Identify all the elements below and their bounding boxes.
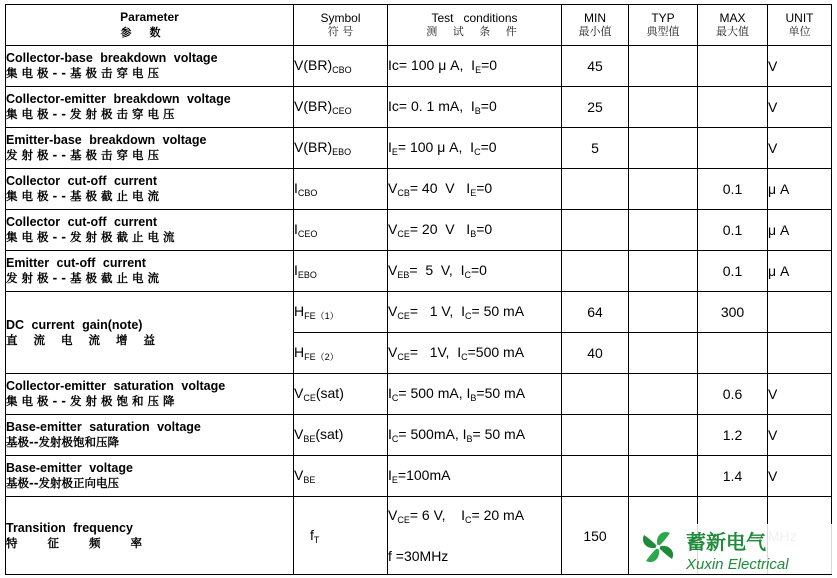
typ-value [629, 169, 698, 210]
min-value: 5 [562, 128, 629, 169]
max-value: 300 [698, 292, 768, 333]
min-value [562, 251, 629, 292]
param-zh: 发射极--基极截止电流 [6, 271, 164, 285]
symbol-main: H [294, 343, 305, 360]
header-max-en: MAX [719, 11, 746, 25]
param-zh: 基极--发射极饱和压降 [6, 435, 120, 449]
cond-line: f =30MHz [388, 548, 449, 564]
max-value [698, 87, 768, 128]
table-row [6, 169, 832, 210]
table-row [6, 128, 832, 169]
typ-value [629, 333, 698, 374]
cond-text: = 20 V I [409, 221, 471, 237]
conditions-cell [388, 210, 562, 251]
cond-text: = 6 V, I [409, 507, 465, 523]
max-value: 0.1 [698, 210, 768, 251]
conditions-cell [388, 292, 562, 333]
cond-sub: B [466, 434, 473, 444]
table-row [6, 87, 832, 128]
unit-value: μ A [768, 210, 832, 251]
cond-text: V [388, 221, 398, 237]
param-cell [6, 497, 294, 575]
param-en: Collector-base breakdown voltage [6, 51, 218, 65]
symbol-main: I [294, 262, 298, 278]
header-symbol-en: Symbol [320, 11, 361, 25]
param-en: Base-emitter voltage [6, 461, 133, 475]
param-en: Collector cut-off current [6, 174, 158, 188]
conditions-cell [388, 415, 562, 456]
cond-text: V [388, 344, 398, 360]
conditions-cell [388, 497, 562, 575]
max-value [698, 128, 768, 169]
symbol-cell [294, 292, 388, 333]
unit-value: V [768, 374, 832, 415]
cond-sub: EB [397, 270, 410, 280]
header-conditions [388, 5, 562, 46]
max-value: 0.1 [698, 169, 768, 210]
param-en: DC current gain(note) [6, 317, 143, 332]
symbol-sub: EBO [297, 270, 317, 280]
param-zh: 集电极--基极击穿电压 [6, 66, 164, 80]
symbol-sub: CBO [297, 188, 318, 198]
header-cond-en: Test conditions [431, 11, 518, 25]
param-zh: 集电极--基极截止电流 [6, 189, 164, 203]
cond-text: V [388, 303, 398, 319]
unit-value [768, 333, 832, 374]
symbol-sub: CBO [332, 65, 352, 75]
cond-text: =0 [471, 262, 487, 278]
header-min-zh: 最小值 [578, 25, 612, 38]
max-value [698, 46, 768, 87]
symbol-cell [294, 497, 388, 575]
header-param-zh: 参数 [120, 26, 179, 39]
min-value: 150 [562, 497, 629, 575]
max-value [698, 333, 768, 374]
min-value: 45 [562, 46, 629, 87]
symbol-sub: CEO [297, 229, 318, 239]
logo-en: Xuxin Electrical [686, 556, 789, 573]
cond-text: = 500 mA, I [398, 385, 471, 401]
typ-value [629, 456, 698, 497]
symbol-sub: CEO [332, 106, 352, 116]
cond-text: =0 [476, 180, 493, 196]
param-cell [6, 374, 294, 415]
cond-text: I [388, 139, 392, 155]
max-value: 1.4 [698, 456, 768, 497]
symbol-cell [294, 251, 388, 292]
xuxin-logo [636, 524, 832, 574]
min-value [562, 415, 629, 456]
min-value: 40 [562, 333, 629, 374]
cond-text: I [388, 467, 392, 483]
conditions-cell [388, 87, 562, 128]
cond-sub: B [470, 393, 477, 403]
param-en: Collector cut-off current [6, 215, 158, 229]
cond-sub: B [470, 229, 477, 239]
symbol-cell [294, 128, 388, 169]
unit-value: V [768, 415, 832, 456]
conditions-cell [388, 46, 562, 87]
cond-text: I [388, 385, 392, 401]
symbol-sub: EBO [332, 147, 352, 157]
param-cell [6, 128, 294, 169]
param-zh: 基极--发射极正向电压 [6, 476, 120, 490]
header-unit-zh: 单位 [788, 25, 811, 38]
header-row [6, 5, 832, 46]
param-en: Collector-emitter breakdown voltage [6, 92, 231, 106]
param-en: Emitter cut-off current [6, 256, 146, 270]
header-symbol [294, 5, 388, 46]
symbol-main: V [294, 426, 304, 442]
cond-text: = 100 μ A, I [397, 139, 475, 155]
param-cell [6, 46, 294, 87]
header-parameter [6, 5, 294, 46]
cond-sub: E [475, 65, 482, 75]
param-zh: 发射极--基极击穿电压 [6, 148, 164, 162]
cond-sub: CE [397, 352, 410, 362]
cond-sub: C [474, 147, 481, 157]
cond-sub: E [391, 147, 398, 157]
spec-table [5, 4, 832, 575]
min-value [562, 169, 629, 210]
symbol-sub: FE（1） [304, 310, 339, 321]
param-en: Base-emitter saturation voltage [6, 420, 201, 434]
cond-sub: B [474, 106, 481, 116]
table-row [6, 292, 832, 333]
param-cell [6, 292, 294, 374]
cond-sub: CE [397, 311, 410, 321]
max-value: 1.2 [698, 415, 768, 456]
symbol-main: V(BR) [294, 98, 333, 114]
symbol-sub: BE [303, 475, 316, 485]
param-cell [6, 169, 294, 210]
max-value: 0.6 [698, 374, 768, 415]
symbol-sub: CE [303, 393, 316, 403]
table-row [6, 456, 832, 497]
unit-value: μ A [768, 251, 832, 292]
cond-sub: CB [397, 188, 410, 198]
symbol-sub: BE [303, 434, 316, 444]
conditions-cell [388, 128, 562, 169]
cond-sub: C [465, 311, 472, 321]
cond-text: V [388, 507, 398, 523]
cond-text: Ic= 0. 1 mA, I [388, 98, 475, 114]
cond-sub: E [470, 188, 477, 198]
cond-text: =50 mA [476, 385, 526, 401]
symbol-tail: (sat) [315, 385, 344, 401]
param-zh: 集电极--发射极截止电流 [6, 230, 179, 244]
cond-text: I [388, 426, 392, 442]
param-zh: 特征频率 [6, 535, 172, 550]
param-cell [6, 415, 294, 456]
unit-value: V [768, 46, 832, 87]
header-unit-en: UNIT [785, 11, 814, 25]
typ-value [629, 415, 698, 456]
conditions-cell [388, 456, 562, 497]
symbol-cell [294, 333, 388, 374]
symbol-cell [294, 210, 388, 251]
conditions-cell [388, 374, 562, 415]
param-cell [6, 87, 294, 128]
symbol-main: H [294, 302, 305, 319]
cond-sub: C [465, 515, 472, 525]
header-symbol-zh: 符 号 [327, 25, 354, 38]
header-typ-zh: 典型值 [646, 25, 680, 38]
symbol-sub: T [313, 534, 320, 545]
param-zh: 直流电流增益 [6, 332, 171, 347]
unit-value: V [768, 128, 832, 169]
min-value [562, 210, 629, 251]
symbol-cell [294, 456, 388, 497]
logo-cn: 蓄新电气 [686, 530, 766, 554]
cond-text: =0 [481, 57, 498, 73]
table-row [6, 374, 832, 415]
unit-value: V [768, 456, 832, 497]
table-row [6, 415, 832, 456]
conditions-cell [388, 333, 562, 374]
symbol-sub: FE（2） [304, 351, 339, 362]
cond-text: V [388, 180, 398, 196]
cond-text: =0 [480, 98, 497, 114]
symbol-main: I [294, 180, 298, 196]
param-en: Emitter-base breakdown voltage [6, 133, 207, 147]
cond-sub: C [391, 434, 399, 444]
header-unit [768, 5, 832, 46]
symbol-main: f [310, 526, 314, 543]
conditions-cell [388, 251, 562, 292]
unit-value: μ A [768, 169, 832, 210]
param-cell [6, 251, 294, 292]
header-typ [629, 5, 698, 46]
header-max-zh: 最大值 [716, 25, 749, 38]
cond-text: = 40 V I [409, 180, 471, 196]
cond-text: Ic= 100 μ A, I [388, 57, 476, 73]
header-param-en: Parameter [120, 10, 179, 24]
typ-value [629, 87, 698, 128]
cond-sub: E [391, 475, 398, 485]
symbol-main: V(BR) [294, 139, 333, 155]
header-cond-zh: 测 试 条 件 [426, 25, 523, 38]
min-value [562, 456, 629, 497]
header-min [562, 5, 629, 46]
min-value [562, 374, 629, 415]
typ-value [629, 251, 698, 292]
conditions-cell [388, 169, 562, 210]
cond-text: =100mA [397, 467, 451, 483]
cond-text: =500 mA [467, 344, 525, 360]
cond-sub: C [464, 270, 471, 280]
table-row [6, 251, 832, 292]
symbol-main: I [294, 221, 298, 237]
cond-text: =0 [480, 139, 497, 155]
symbol-cell [294, 46, 388, 87]
min-value: 25 [562, 87, 629, 128]
table-row [6, 210, 832, 251]
header-max [698, 5, 768, 46]
cond-text: =0 [476, 221, 493, 237]
symbol-cell [294, 415, 388, 456]
typ-value [629, 46, 698, 87]
typ-value [629, 128, 698, 169]
symbol-tail: (sat) [315, 426, 344, 442]
cond-text: V [388, 262, 398, 278]
unit-value: V [768, 87, 832, 128]
cond-sub: C [461, 352, 468, 362]
cond-text: = 1 V, I [409, 303, 465, 319]
cond-line [388, 497, 561, 538]
param-en: Transition frequency [6, 520, 133, 535]
param-zh: 集电极--发射极饱和压降 [6, 394, 179, 408]
cond-sub: CE [397, 229, 410, 239]
header-min-en: MIN [584, 11, 606, 25]
symbol-cell [294, 169, 388, 210]
cond-text: = 5 V, I [409, 262, 465, 278]
cond-text: = 1V, I [409, 344, 462, 360]
cond-text: = 500mA, I [398, 426, 467, 442]
cond-sub: CE [397, 515, 410, 525]
cond-text: = 20 mA [471, 507, 525, 523]
symbol-main: V(BR) [294, 57, 333, 73]
typ-value [629, 292, 698, 333]
symbol-cell [294, 374, 388, 415]
symbol-cell [294, 87, 388, 128]
max-value: 0.1 [698, 251, 768, 292]
symbol-main: V [294, 385, 304, 401]
param-en: Collector-emitter saturation voltage [6, 379, 226, 393]
typ-value [629, 210, 698, 251]
table-row [6, 46, 832, 87]
cond-text: = 50 mA [472, 426, 526, 442]
header-typ-en: TYP [651, 11, 675, 25]
min-value: 64 [562, 292, 629, 333]
cond-sub: C [391, 393, 399, 403]
typ-value [629, 374, 698, 415]
unit-value [768, 292, 832, 333]
param-cell [6, 456, 294, 497]
cond-text: = 50 mA [471, 303, 525, 319]
param-cell [6, 210, 294, 251]
symbol-main: V [294, 467, 304, 483]
param-zh: 集电极--发射极击穿电压 [6, 107, 179, 121]
